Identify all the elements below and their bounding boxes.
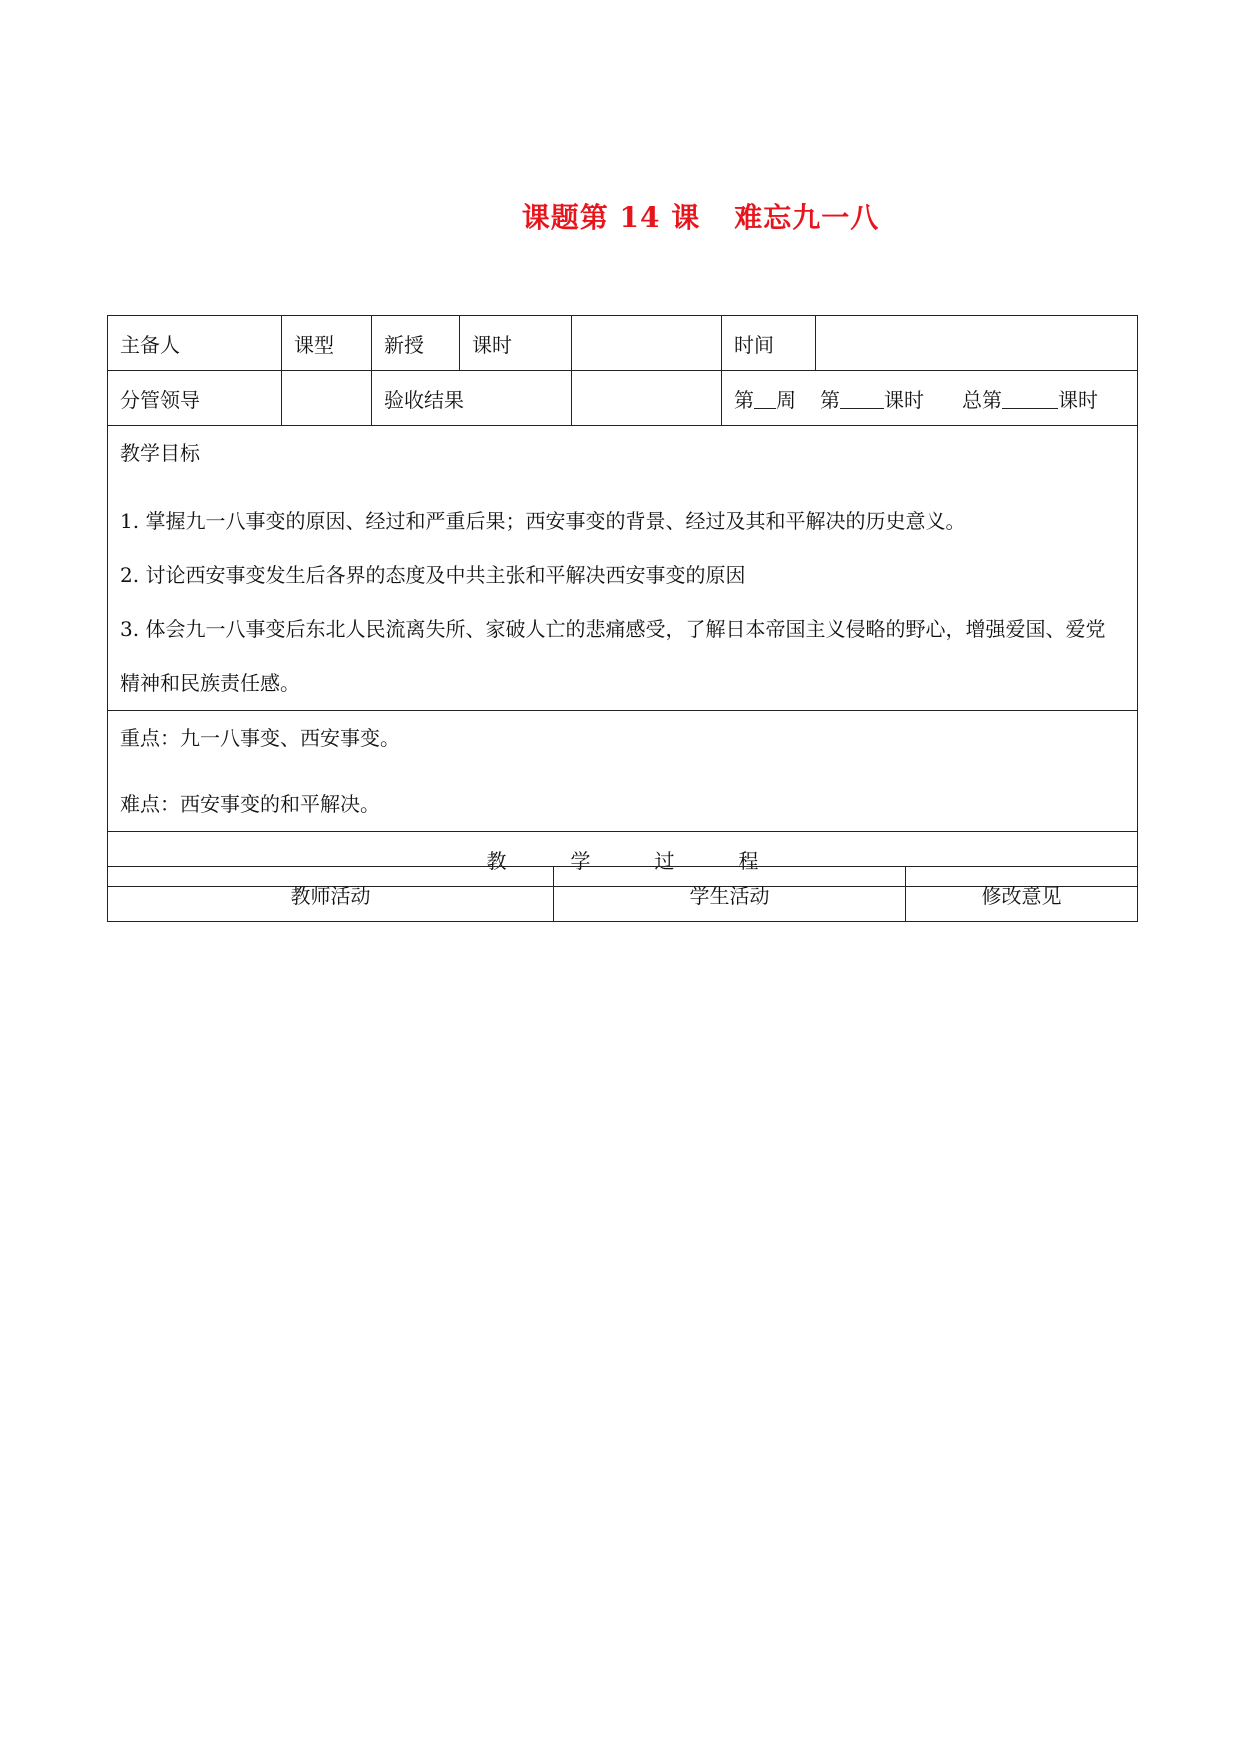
hours-value	[572, 316, 722, 371]
goals-cell	[108, 426, 1138, 711]
week-suffix: 周	[776, 387, 796, 412]
lesson-suffix: 课时	[884, 387, 924, 412]
header-row-1	[108, 316, 1138, 371]
result-value	[572, 371, 722, 426]
total-prefix: 总第	[962, 387, 1002, 412]
time-label: 时间	[722, 316, 816, 371]
activity-columns-table	[107, 866, 1138, 922]
focus-point: 重点：九一八事变、西安事变。	[120, 726, 400, 750]
leader-label: 分管领导	[108, 371, 282, 426]
activity-header-row	[108, 867, 1138, 922]
title-lesson-name: 难忘九一八	[734, 201, 880, 234]
key-points-row	[108, 711, 1138, 832]
title-lesson-number: 课题第 14 课	[521, 201, 701, 234]
hours-label: 课时	[460, 316, 572, 371]
lesson-prefix: 第	[820, 387, 840, 412]
teacher-activity-header: 教师活动	[108, 867, 554, 922]
header-row-2	[108, 371, 1138, 426]
difficulty-point: 难点：西安事变的和平解决。	[120, 792, 380, 816]
week-blank	[754, 388, 776, 409]
leader-value	[282, 371, 372, 426]
lesson-plan-table	[107, 315, 1138, 887]
key-points-cell	[108, 711, 1138, 832]
student-activity-header: 学生活动	[554, 867, 906, 922]
process-char-4: 程	[738, 848, 759, 873]
lesson-blank	[840, 388, 884, 409]
goals-row	[108, 426, 1138, 711]
week-prefix: 第	[734, 387, 754, 412]
schedule-cell	[722, 371, 1138, 426]
result-label: 验收结果	[372, 371, 572, 426]
total-blank	[1002, 388, 1058, 409]
revision-header: 修改意见	[906, 867, 1138, 922]
goal-item-3: 3. 体会九一八事变后东北人民流离失所、家破人亡的悲痛感受，了解日本帝国主义侵略的野心，增强爱国、爱党精神和民族责任感。	[120, 617, 1106, 695]
process-char-1: 教	[486, 848, 507, 873]
type-value: 新授	[372, 316, 460, 371]
type-label: 课型	[282, 316, 372, 371]
lead-label: 主备人	[108, 316, 282, 371]
goal-item-1: 1. 掌握九一八事变的原因、经过和严重后果；西安事变的背景、经过及其和平解决的历史意义。	[120, 509, 966, 533]
goal-item-2: 2. 讨论西安事变发生后各界的态度及中共主张和平解决西安事变的原因	[120, 563, 746, 587]
process-char-2: 学	[570, 848, 591, 873]
page-title	[0, 196, 1241, 236]
goals-heading: 教学目标	[120, 441, 200, 465]
total-suffix: 课时	[1058, 387, 1098, 412]
process-char-3: 过	[654, 848, 675, 873]
time-value	[816, 316, 1138, 371]
